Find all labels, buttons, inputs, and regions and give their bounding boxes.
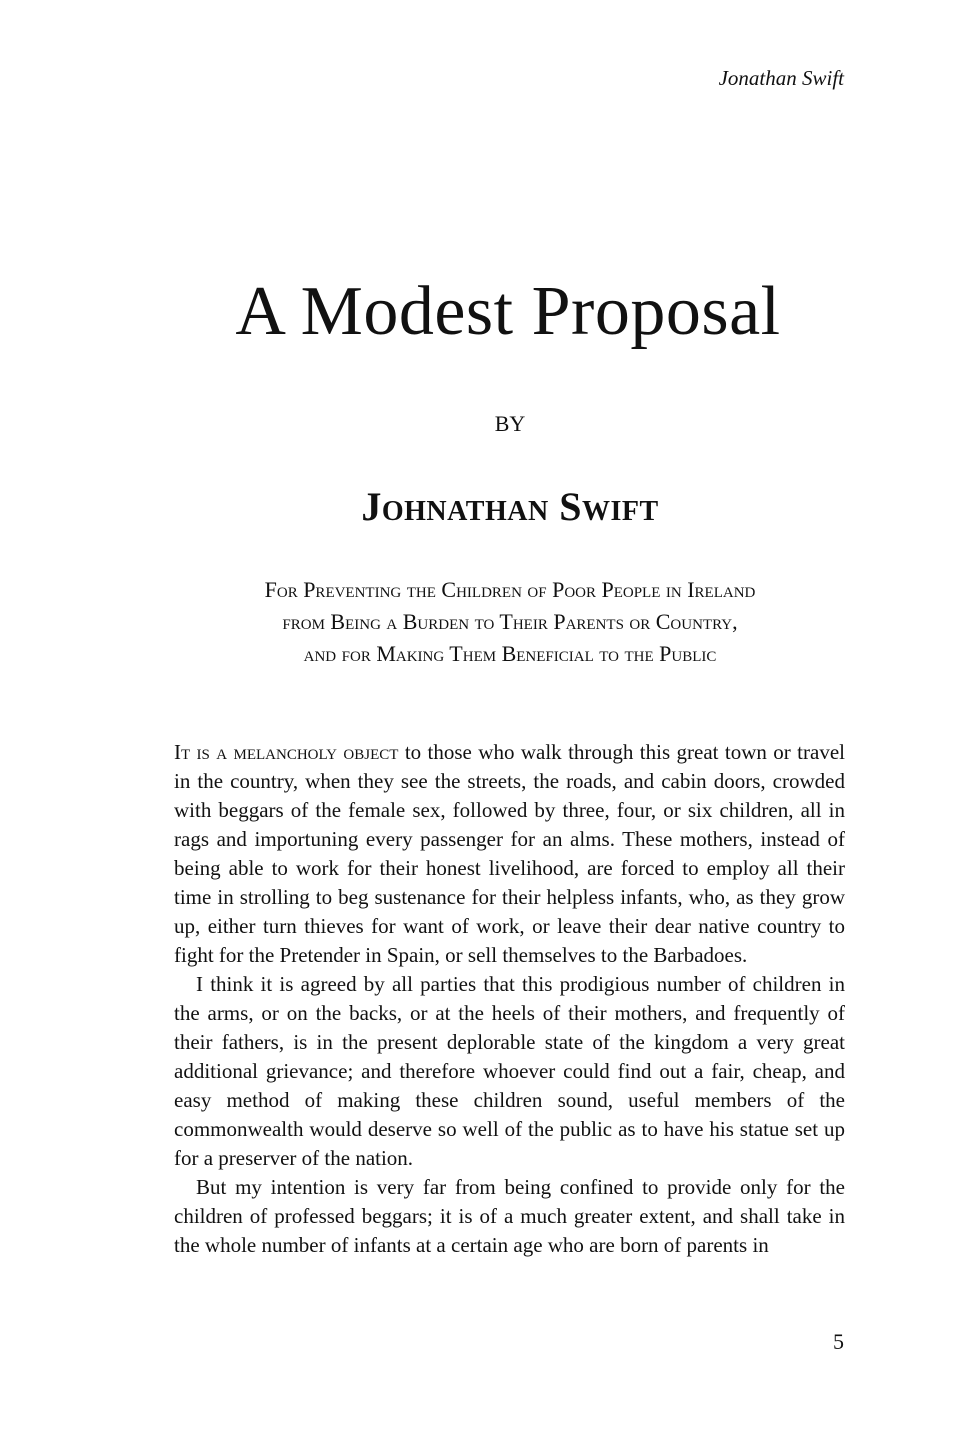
page-number: 5: [833, 1329, 844, 1354]
author-name: Johnathan Swift: [361, 484, 659, 529]
paragraph-1: [174, 738, 845, 970]
paragraph-3: But my intention is very far from being confined to provide only for the children of professed beggars; it is of a much greater extent, and shall take in the whole number of infants at a certain age who are born of parents in: [174, 1175, 845, 1257]
subtitle-line: For Preventing the Children of Poor People in Ireland: [264, 577, 756, 602]
paragraph-1-text: to those who walk through this great town or travel in the country, when they see the streets, the roads, and cabin doors, crowded with beggars of the female sex, followed by three, four, or six children, all in rags and importuning every passenger for an alms. These mothers, instead of being able to work for their honest livelihood, are forced to employ all their time in strolling to beg sustenance for their helpless infants, who, as they grow up, either turn thieves for want of work, or leave their dear native country to fight for the Pretender in Spain, or sell themselves to the Barbadoes.: [174, 740, 845, 967]
body-text: [174, 738, 845, 1260]
subtitle-line: from Being a Burden to Their Parents or Country,: [282, 609, 738, 634]
byline-label: BY: [494, 411, 526, 436]
page-title: A Modest Proposal: [235, 273, 781, 350]
subtitle-line: and for Making Them Beneficial to the Public: [303, 641, 717, 666]
subtitle: [0, 574, 978, 670]
running-head: Jonathan Swift: [718, 66, 844, 90]
paragraph-2: I think it is agreed by all parties that this prodigious number of children in the arms, or on the backs, or at the heels of their mothers, and frequently of their fathers, is in the present deplorable state of the kingdom a very great additional grievance; and therefore whoever could find out a fair, cheap, and easy method of making these children sound, useful members of the commonwealth would deserve so well of the public as to have his statue set up for a preserver of the nation.: [174, 972, 845, 1170]
lead-in-text: It is a melancholy object: [174, 740, 399, 764]
